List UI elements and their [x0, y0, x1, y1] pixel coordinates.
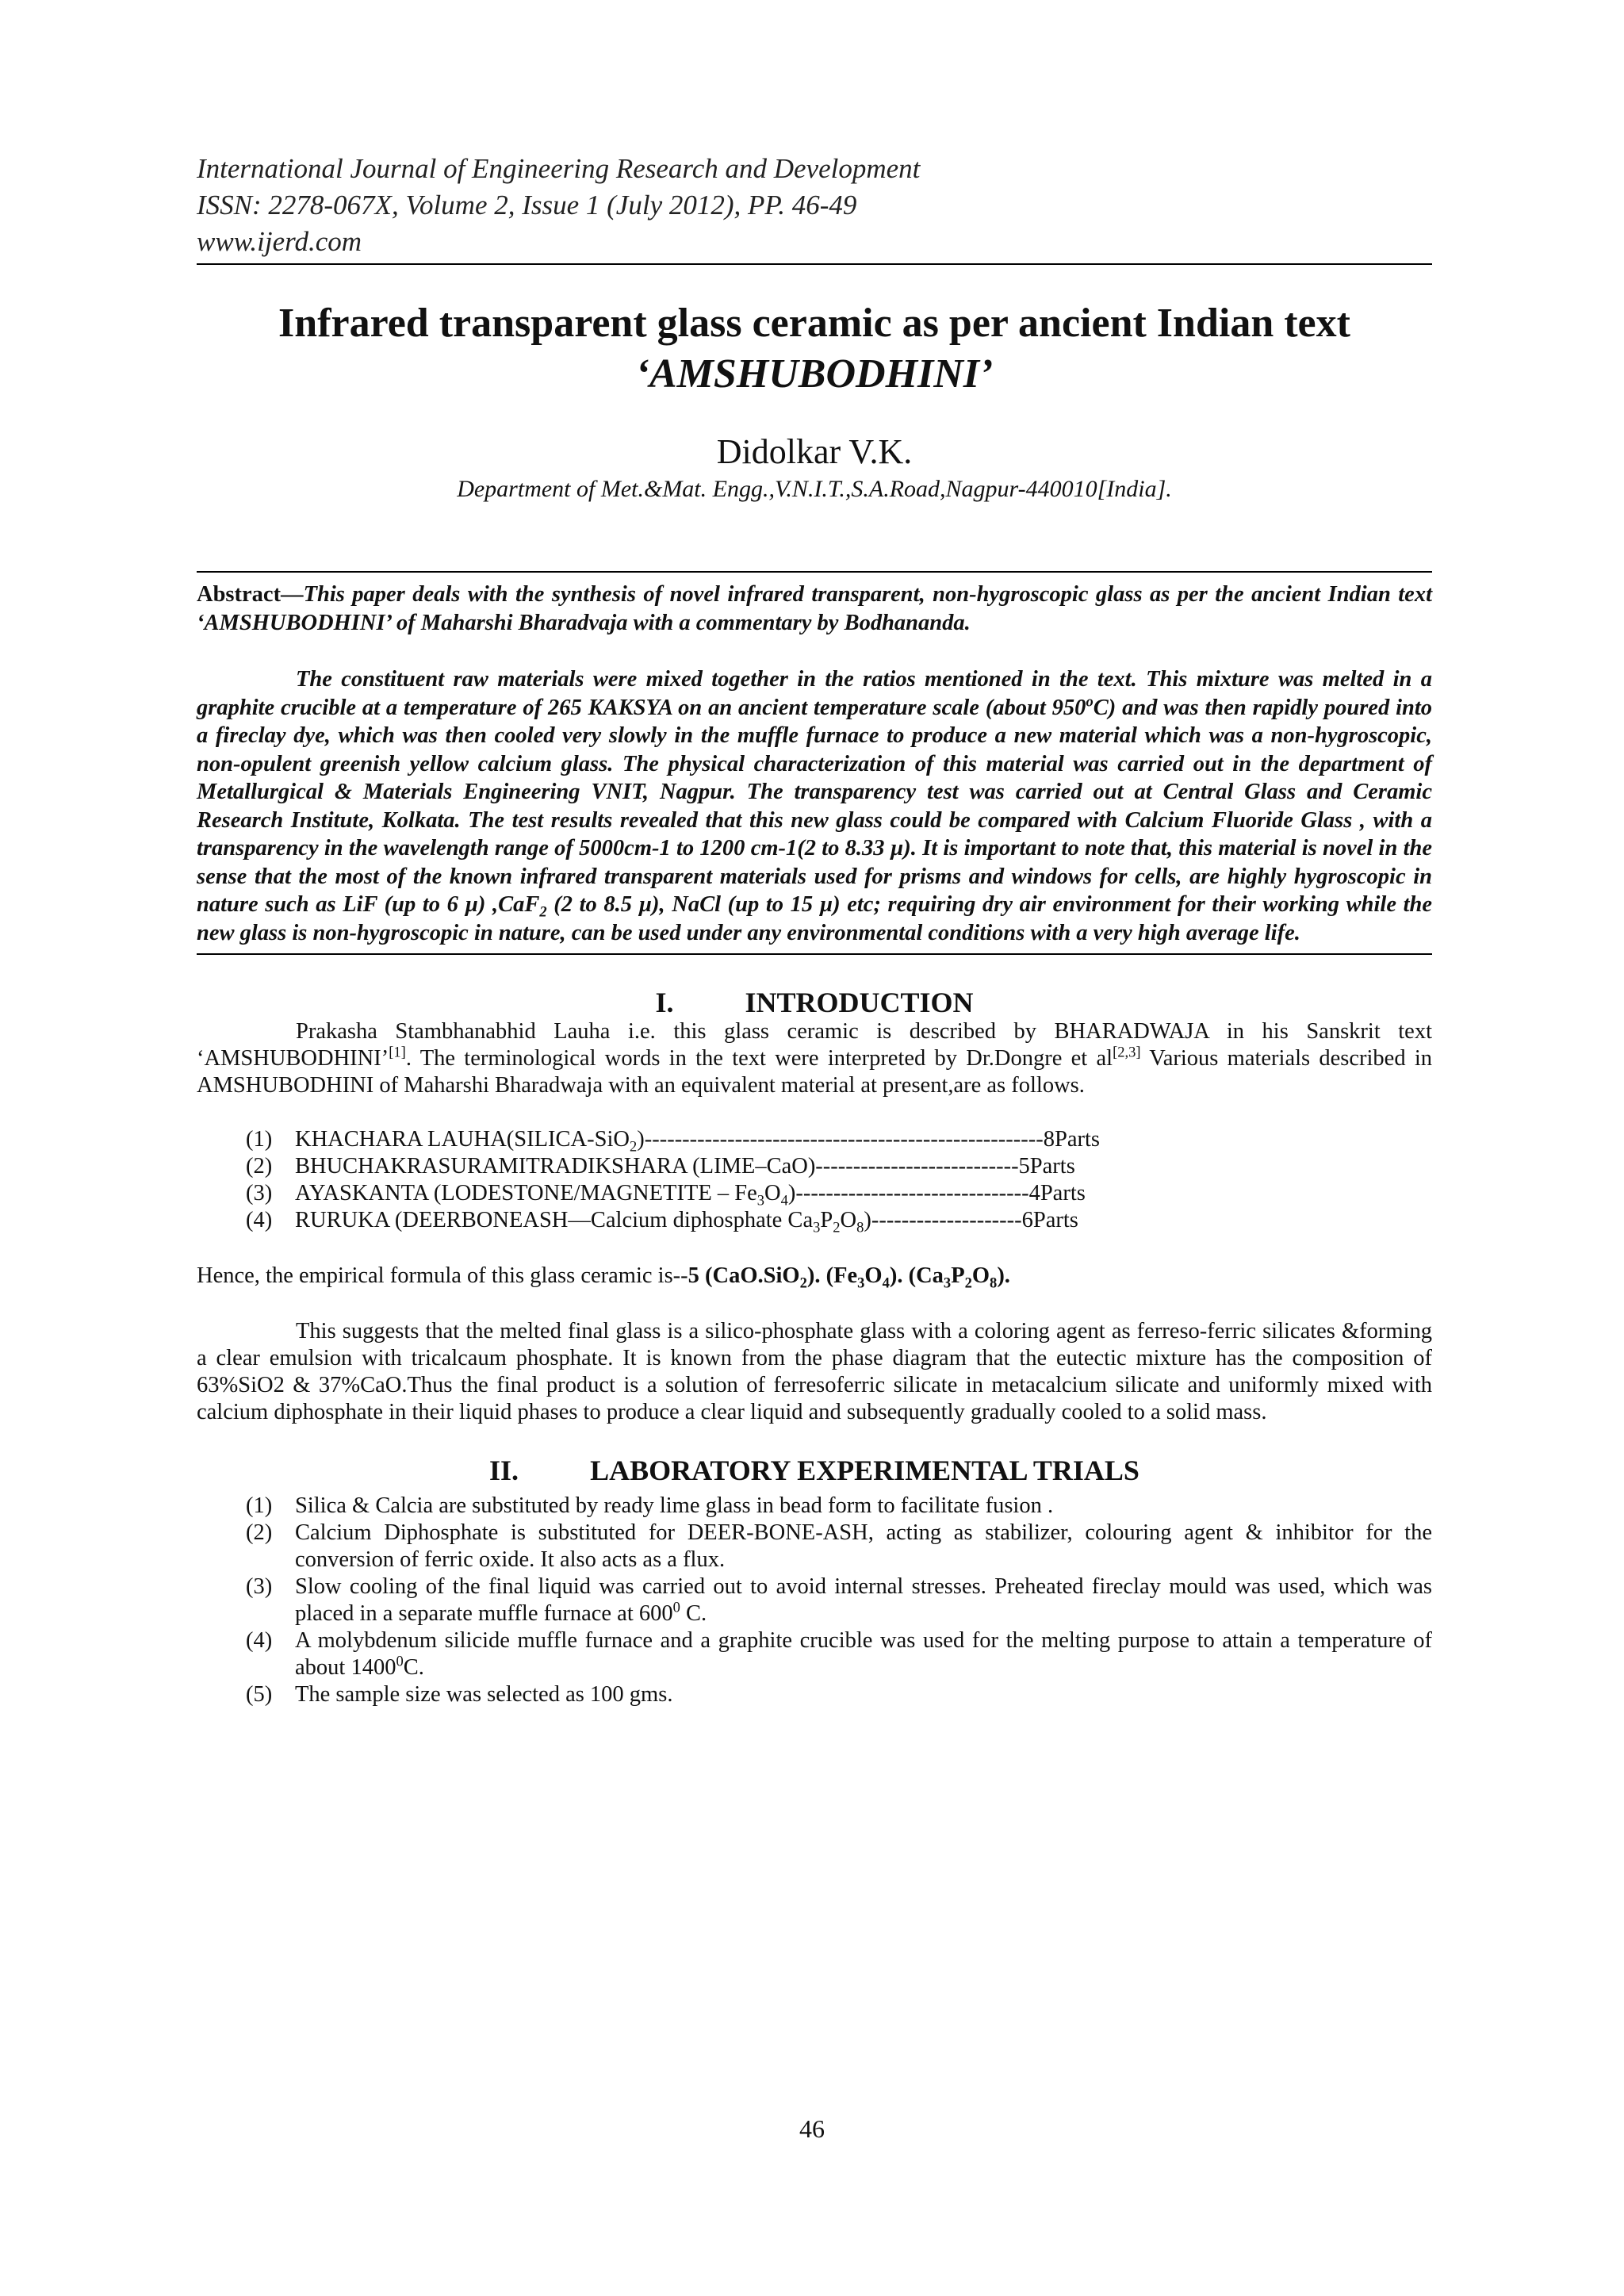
empirical-formula: Hence, the empirical formula of this glass ceramic is--5 (CaO.SiO$_2$). $(Fe_3O_4)$. $(Ca_3P_2O_8)$. — [197, 1263, 1010, 1292]
journal-header — [197, 151, 1432, 260]
journal-issn: ISSN: 2278-067X, Volume 2, Issue 1 (July 2012), PP. 46-49 — [197, 190, 857, 220]
list-item: (3) AYASKANTA (LODESTONE/MAGNETITE – $Fe_3O_4)-------------------------------4Parts$ — [246, 1181, 1086, 1209]
abstract-paragraph-1: Abstract—This paper deals with the synthesis of novel infrared transparent, non-hygroscopic glass as per the ancient Indian text ‘AMSHUBODHINI’ of Maharshi Bharadvaja with a commentary by Bodhananda. — [197, 582, 1432, 635]
intro-paragraph-1: Prakasha Stambhanabhid Lauha i.e. this glass ceramic is described by BHARADWAJA in his Sanskrit text ‘AMSHUBODHINI’[1]. The terminological words in the text were interpreted by Dr.Dongre et al[2,3] Various materials described in AMSHUBODHINI of Maharshi Bharadwaja with an equivalent material at present,are as follows. — [197, 1019, 1432, 1098]
author-name: Didolkar V.K. — [716, 432, 913, 471]
trials-list — [246, 1493, 1432, 1708]
section-number: I. — [655, 987, 674, 1018]
title-line-1: Infrared transparent glass ceramic as per ancient Indian text — [278, 301, 1350, 346]
citation-ref-1: [1] — [389, 1044, 406, 1061]
journal-name: International Journal of Engineering Research and Development — [197, 153, 921, 184]
list-item: (4) RURUKA (DEERBONEASH—Calcium diphosphate $Ca_3P_2O_8)--------------------6Parts$ — [246, 1208, 1078, 1236]
list-item: (1) Silica & Calcia are substituted by ready lime glass in bead form to facilitate fusion . — [246, 1493, 1054, 1518]
journal-website[interactable]: www.ijerd.com — [197, 226, 362, 257]
list-item: (2) Calcium Diphosphate is substituted for DEER-BONE-ASH, acting as stabilizer, colouring agent & inhibitor for the conversion of ferric oxide. It also acts as a flux. — [246, 1520, 1432, 1572]
title-line-2: ‘AMSHUBODHINI’ — [635, 351, 994, 397]
citation-ref-2-3: [2,3] — [1113, 1044, 1141, 1061]
paper-title — [197, 298, 1432, 400]
list-item: (2) BHUCHAKRASURAMITRADIKSHARA (LIME–CaO)---------------------------5Parts — [246, 1154, 1075, 1179]
section-heading-introduction — [197, 987, 1432, 1018]
abstract-paragraph-2: The constituent raw materials were mixed together in the ratios mentioned in the text. This mixture was melted in a graphite crucible at a temperature of 265 KAKSYA on an ancient temperature scale (about 950$^o$C) and was then rapidly poured into a fireclay dye, which was then cooled very slowly in the muffle furnace to produce a new material which was a non-hygroscopic, non-opulent greenish yellow calcium glass. The physical characterization of this material was carried out in the department of Metallurgical & Materials Engineering VNIT, Nagpur. The transparency test was carried out at Central Glass and Ceramic Research Institute, Kolkata. The test results revealed that this new glass could be compared with Calcium Fluoride Glass , with a transparency in the wavelength range of 5000cm-1 to 1200 cm-1(2 to 8.33 µ). It is important to note that, this material is novel in the sense that the most of the known infrared transparent materials used for prisms and windows for cells, are highly hygroscopic in nature such as LiF (up to 6 µ) ,CaF$_2$ (2 to 8.5 µ), NaCl (up to 15 µ) etc; requiring dry air environment for their working while the new glass is non-hygroscopic in nature, can be used under any environmental conditions with a very high average life. — [197, 667, 1432, 945]
paper-page — [197, 151, 1432, 1708]
section-title: INTRODUCTION — [745, 987, 974, 1018]
page-number: 46 — [799, 2114, 825, 2143]
list-item: (1) KHACHARA LAUHA(SILICA-SiO$_2$)-----------------------------------------------------8Parts — [246, 1127, 1100, 1156]
section-heading-lab-trials — [197, 1455, 1432, 1486]
materials-list — [246, 1126, 1432, 1234]
formula-expression: 5 (CaO.SiO$_2$). $(Fe_3O_4)$. $(Ca_3P_2O_8)$. — [688, 1263, 1010, 1292]
author-affiliation: Department of Met.&Mat. Engg.,V.N.I.T.,S.A.Road,Nagpur-440010[India]. — [457, 476, 1172, 502]
header-rule — [197, 263, 1432, 265]
abstract-label: Abstract— — [197, 582, 304, 607]
section-number: II. — [489, 1455, 519, 1486]
list-item: (4) A molybdenum silicide muffle furnace and a graphite crucible was used for the melting purpose to attain a temperature of about 1400$^0$C. — [246, 1628, 1432, 1680]
section-title: LABORATORY EXPERIMENTAL TRIALS — [590, 1455, 1139, 1486]
abstract-block — [197, 571, 1432, 955]
intro-paragraph-2: This suggests that the melted final glass is a silico-phosphate glass with a coloring agent as ferreso-ferric silicates &forming a clear emulsion with tricalcaum phosphate. It is known from the phase diagram that the eutectic mixture has the composition of 63%SiO2 & 37%CaO.Thus the final product is a solution of ferresoferric silicate in metacalcium silicate and uniformly mixed with calcium diphosphate in their liquid phases to produce a clear liquid and subsequently gradually cooled to a solid mass. — [197, 1319, 1432, 1424]
list-item: (3) Slow cooling of the final liquid was carried out to avoid internal stresses. Preheated fireclay mould was used, which was placed in a separate muffle furnace at $600^0$ C. — [246, 1574, 1432, 1626]
list-item: (5) The sample size was selected as 100 gms. — [246, 1682, 673, 1707]
